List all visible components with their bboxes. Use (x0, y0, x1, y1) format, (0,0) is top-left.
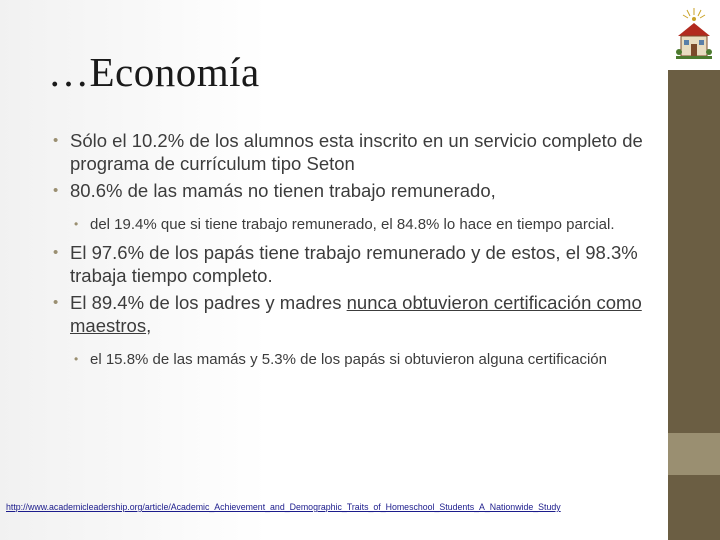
sub-bullet-item (48, 349, 648, 370)
bullet-text: Sólo el 10.2% de los alumnos esta inscrito en un servicio completo de programa de currículum tipo Seton (70, 130, 643, 174)
sub-bullet-item (48, 214, 648, 235)
bullet-item (48, 179, 648, 202)
bullet-text: 80.6% de las mamás no tienen trabajo remunerado, (70, 180, 496, 201)
bullet-marker: • (53, 132, 59, 149)
source-link[interactable]: http://www.academicleadership.org/article/Academic_Achievement_and_Demographic_Traits_of_Homeschool_Students_A_Nationwide_Study (6, 502, 561, 512)
bullet-list (48, 129, 648, 376)
slide-title: …Economía (48, 49, 260, 95)
bullet-marker: • (74, 352, 79, 366)
bullet-marker: • (53, 294, 59, 311)
bullet-text-suffix: , (146, 315, 152, 336)
bullet-text: del 19.4% que si tiene trabajo remunerado, el 84.8% lo hace en tiempo parcial. (90, 216, 615, 233)
bullet-text: El 97.6% de los papás tiene trabajo remunerado y de estos, el 98.3% trabaja tiempo completo. (70, 242, 638, 286)
bullet-item (48, 129, 648, 175)
bullet-marker: • (74, 217, 79, 231)
bullet-text: el 15.8% de las mamás y 5.3% de los papás si obtuvieron alguna certificación (90, 351, 607, 368)
bullet-text-prefix: El 89.4% de los padres y madres (70, 292, 347, 313)
bullet-marker: • (53, 182, 59, 199)
bullet-marker: • (53, 244, 59, 261)
bullet-item (48, 241, 648, 287)
side-rail-stripe (668, 433, 720, 475)
schoolhouse-logo-icon (672, 6, 716, 64)
bullet-item (48, 291, 648, 337)
bullet-text-underlined: nunca obtuvieron certificación como maestros (70, 292, 642, 336)
